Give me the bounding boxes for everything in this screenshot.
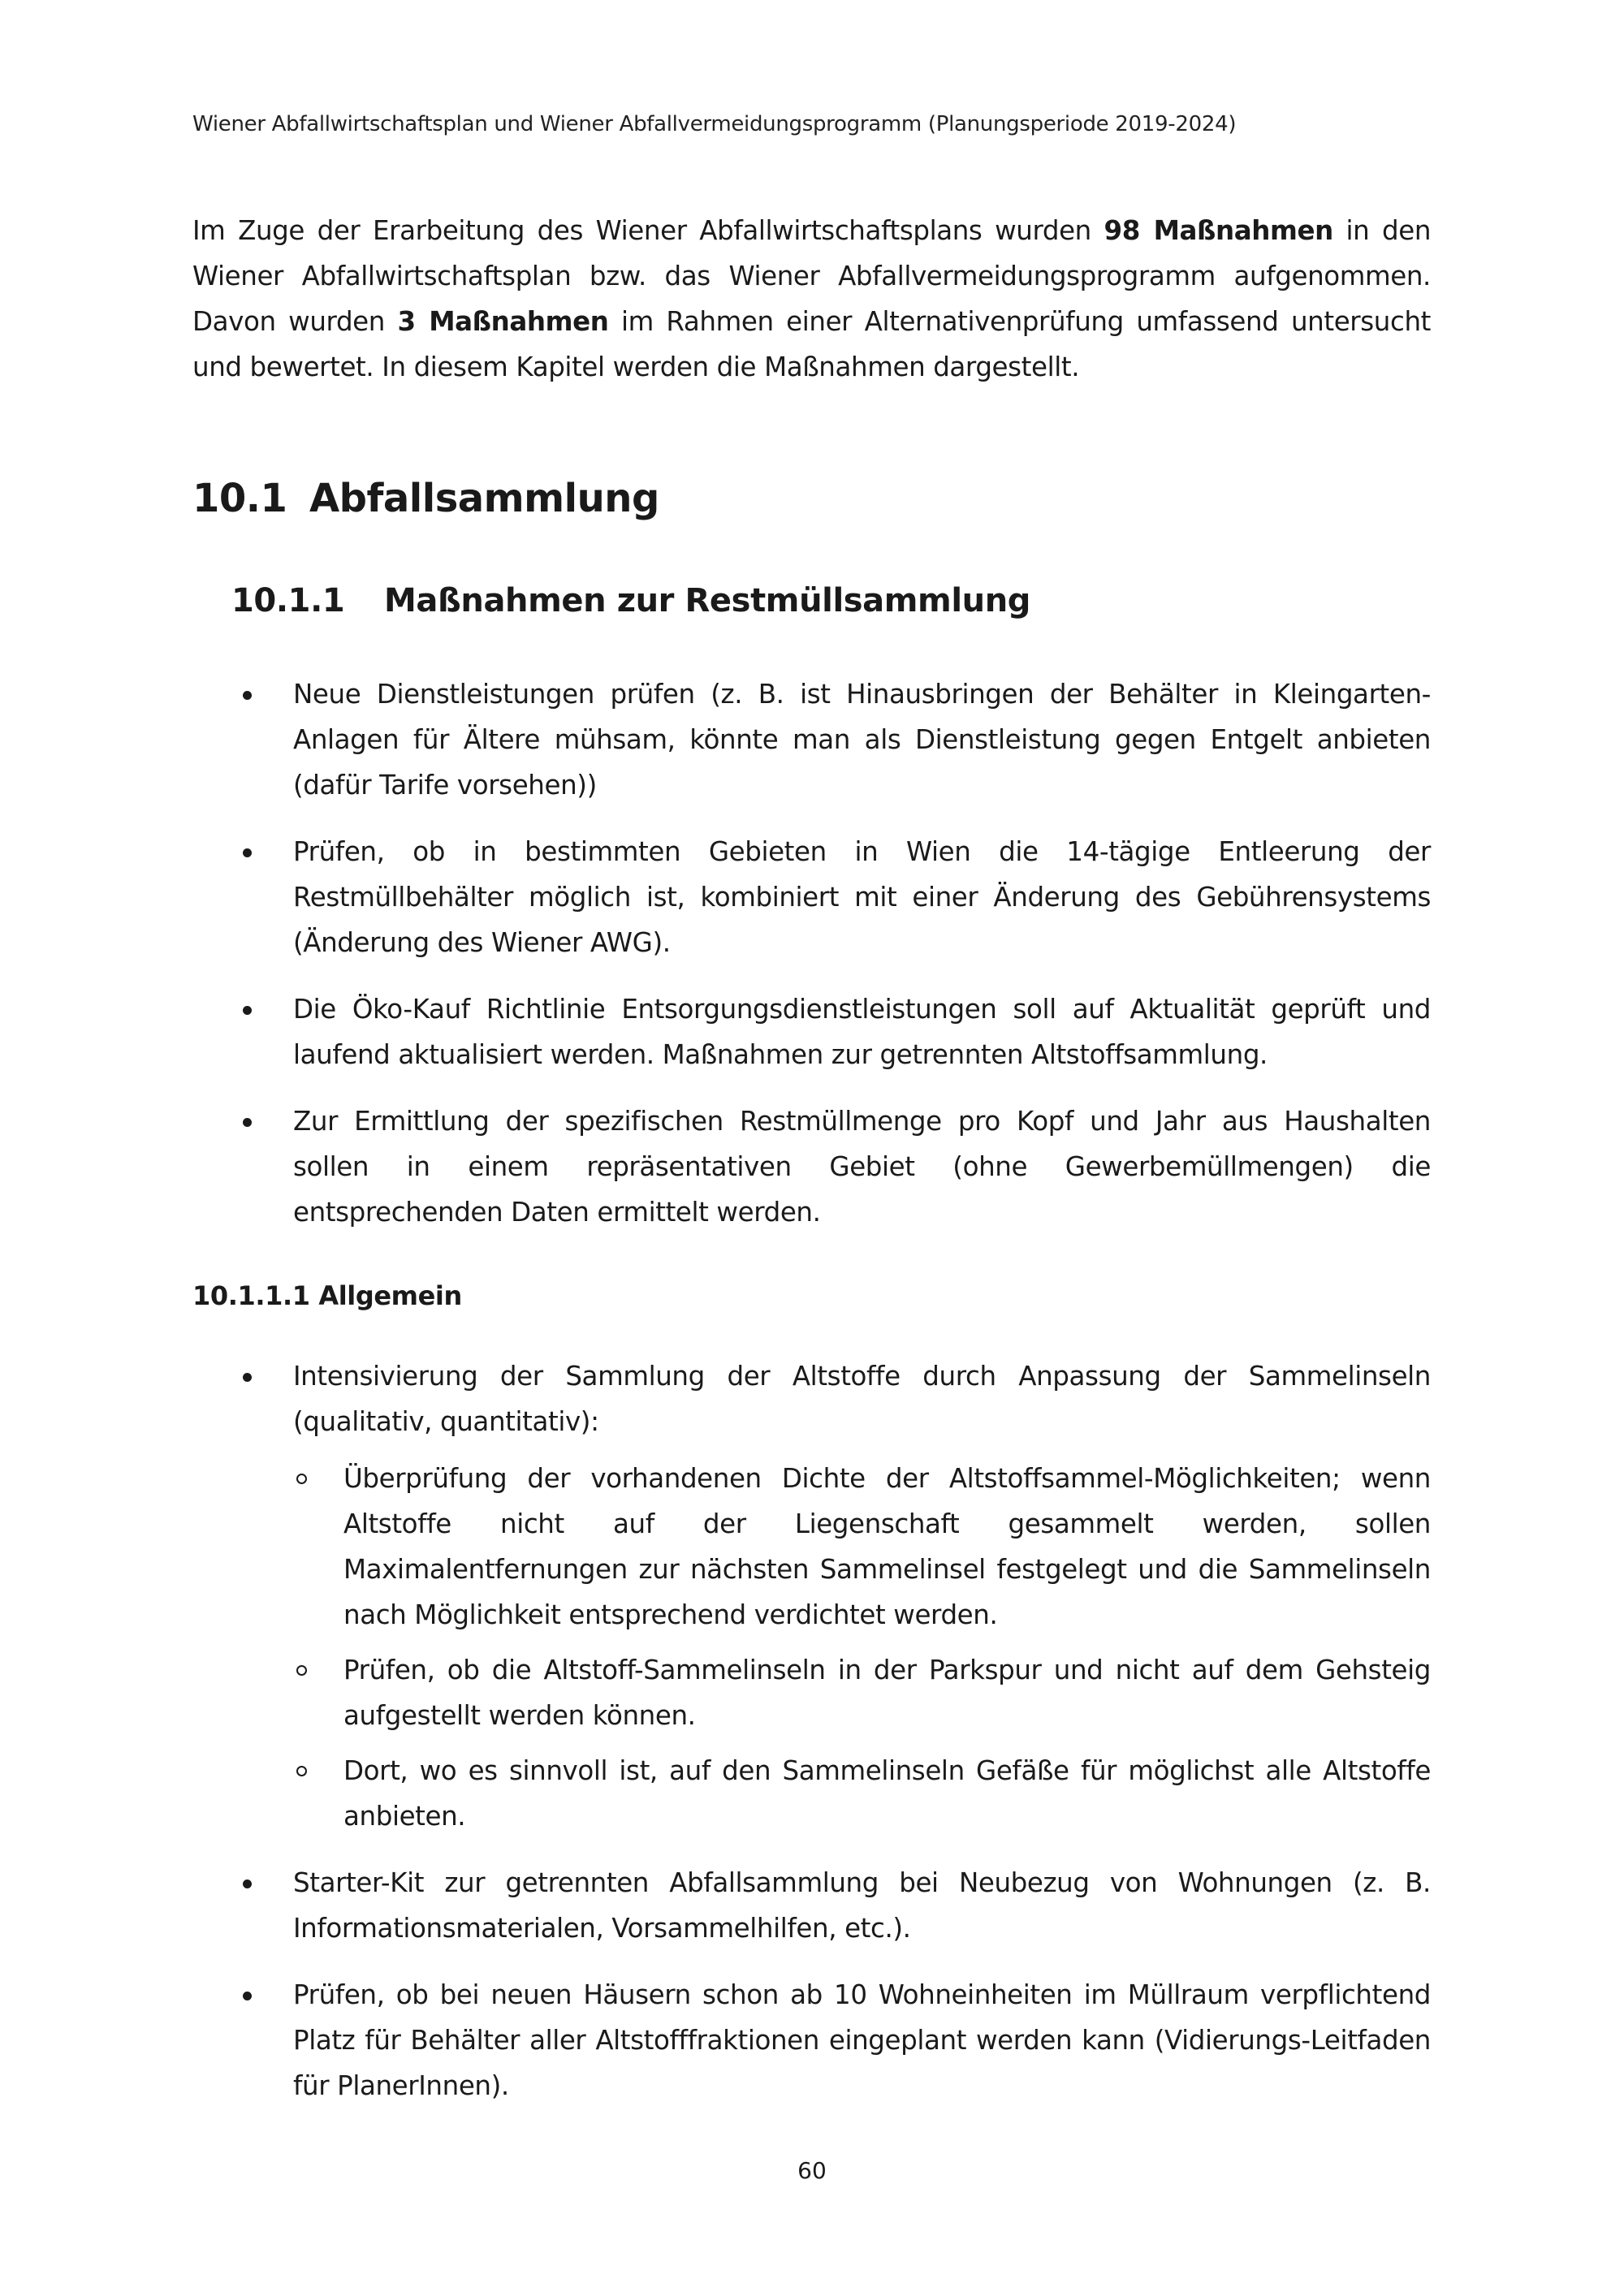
list-item-text: Starter-Kit zur getrennten Abfallsammlung bei Neubezug von Wohnungen (z. B. Informationsmaterialen, Vorsammelhilfen, etc.). bbox=[293, 1867, 1431, 1944]
sub-list-item-text: Prüfen, ob die Altstoff-Sammelinseln in der Parkspur und nicht auf dem Gehsteig aufgestellt werden können. bbox=[343, 1655, 1431, 1731]
circle-bullet-icon bbox=[296, 1766, 307, 1776]
section-number: 10.1 bbox=[192, 476, 287, 521]
circle-bullet-icon bbox=[296, 1474, 307, 1484]
list-item bbox=[192, 1353, 1431, 1839]
sub-list-item bbox=[293, 1748, 1431, 1839]
subsubsection-heading: 10.1.1.1 Allgemein bbox=[192, 1280, 462, 1311]
list-item bbox=[192, 671, 1431, 808]
list-item bbox=[192, 829, 1431, 965]
list-item bbox=[192, 1860, 1431, 1951]
intro-text-2: in den Wiener Abfallwirtschaftsplan bzw. das Wiener Abfallvermeidungsprogramm aufgenommen. Davon wurden bbox=[192, 215, 1432, 337]
list-item bbox=[192, 1972, 1431, 2108]
page-content bbox=[192, 208, 1432, 2101]
intro-text-3: im Rahmen einer Alternativenprüfung umfassend untersucht und bewertet. In diesem Kapitel werden die Maßnahmen dargestellt. bbox=[192, 306, 1431, 382]
bullet-icon bbox=[243, 1006, 252, 1015]
intro-bold-98-measures: 98 Maßnahmen bbox=[1104, 215, 1333, 246]
sub-list-item-text: Überprüfung der vorhandenen Dichte der Altstoffsammel-Möglichkeiten; wenn Altstoffe nicht auf der Liegenschaft gesammelt werden, sollen Maximalentfernungen zur nächsten Sammelinsel festgelegt und die Sammelinseln nach Möglichkeit entsprechend verdichtet werden. bbox=[343, 1463, 1431, 1630]
circle-bullet-icon bbox=[296, 1665, 307, 1676]
bullet-icon bbox=[243, 1880, 252, 1888]
intro-text-1: Im Zuge der Erarbeitung des Wiener Abfallwirtschaftsplans wurden bbox=[192, 215, 1104, 246]
bullet-icon bbox=[243, 1373, 252, 1382]
intro-bold-3-measures: 3 Maßnahmen bbox=[397, 306, 609, 337]
allgemein-list bbox=[192, 1353, 1431, 2130]
list-item-text: Prüfen, ob in bestimmten Gebieten in Wien die 14-tägige Entleerung der Restmüllbehälter möglich ist, kombiniert mit einer Änderung des Gebührensystems (Änderung des Wiener AWG). bbox=[293, 836, 1431, 958]
list-item-text: Intensivierung der Sammlung der Altstoffe durch Anpassung der Sammelinseln (qualitativ, quantitativ): bbox=[293, 1361, 1431, 1437]
section-title: Abfallsammlung bbox=[309, 476, 659, 521]
list-item-text: Die Öko-Kauf Richtlinie Entsorgungsdienstleistungen soll auf Aktualität geprüft und laufend aktualisiert werden. Maßnahmen zur getrennten Altstoffsammlung. bbox=[293, 994, 1431, 1070]
list-item-text: Neue Dienstleistungen prüfen (z. B. ist Hinausbringen der Behälter in Kleingarten-Anlagen für Ältere mühsam, könnte man als Dienstleistung gegen Entgelt anbieten (dafür Tarife vorsehen)) bbox=[293, 679, 1431, 801]
sub-list-item-text: Dort, wo es sinnvoll ist, auf den Sammelinseln Gefäße für möglichst alle Altstoffe anbieten. bbox=[343, 1755, 1431, 1832]
sub-list-item bbox=[293, 1647, 1431, 1738]
subsection-title: Maßnahmen zur Restmüllsammlung bbox=[384, 582, 1031, 619]
intro-paragraph bbox=[192, 208, 1431, 390]
sub-list-item bbox=[293, 1456, 1431, 1638]
subsection-heading bbox=[231, 582, 1030, 619]
list-item bbox=[192, 986, 1431, 1077]
restmuell-list bbox=[192, 671, 1431, 1256]
list-item-text: Prüfen, ob bei neuen Häusern schon ab 10 Wohneinheiten im Müllraum verpflichtend Platz für Behälter aller Altstofffraktionen eingeplant werden kann (Vidierungs-Leitfaden für PlanerInnen). bbox=[293, 1979, 1431, 2101]
section-heading bbox=[192, 476, 659, 521]
bullet-icon bbox=[243, 848, 252, 857]
page-number: 60 bbox=[797, 2157, 827, 2184]
bullet-icon bbox=[243, 691, 252, 700]
bullet-icon bbox=[243, 1992, 252, 2000]
sub-list bbox=[293, 1456, 1431, 1839]
running-header: Wiener Abfallwirtschaftsplan und Wiener Abfallvermeidungsprogramm (Planungsperiode 2019-2024) bbox=[192, 112, 1237, 136]
list-item bbox=[192, 1098, 1431, 1235]
subsection-number: 10.1.1 bbox=[231, 582, 345, 619]
list-item-text: Zur Ermittlung der spezifischen Restmüllmenge pro Kopf und Jahr aus Haushalten sollen in einem repräsentativen Gebiet (ohne Gewerbemüllmengen) die entsprechenden Daten ermittelt werden. bbox=[293, 1106, 1431, 1228]
bullet-icon bbox=[243, 1118, 252, 1127]
